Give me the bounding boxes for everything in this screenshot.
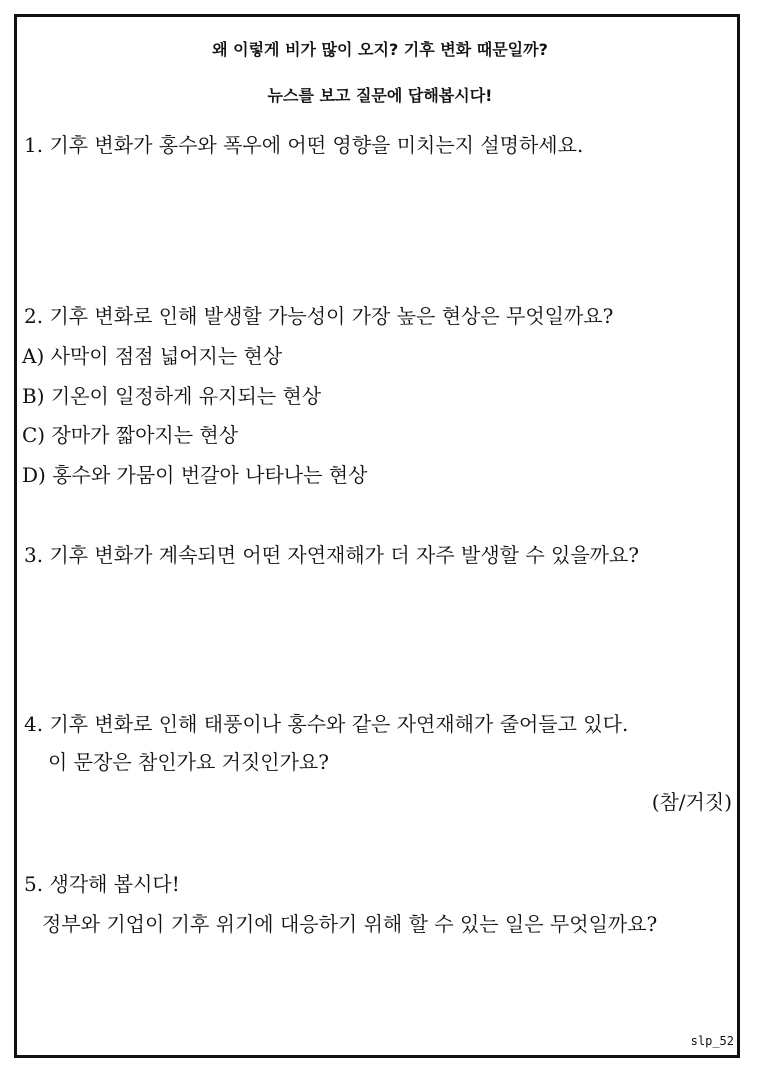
- question-5-line-1: 5. 생각해 봅시다!: [24, 872, 180, 896]
- worksheet-title-line-2: 뉴스를 보고 질문에 답해봅시다!: [267, 86, 493, 105]
- question-2-option-b: B) 기온이 일정하게 유지되는 현상: [22, 384, 322, 408]
- question-2-prompt: 2. 기후 변화로 인해 발생할 가능성이 가장 높은 현상은 무엇일까요?: [24, 304, 614, 328]
- worksheet-title-line-1: 왜 이렇게 비가 많이 오지? 기후 변화 때문일까?: [212, 40, 548, 59]
- worksheet-code: slp_52: [690, 1034, 734, 1048]
- question-4-answer-hint: (참/거짓): [651, 790, 732, 814]
- question-2-option-d: D) 홍수와 가뭄이 번갈아 나타나는 현상: [22, 463, 368, 487]
- question-2-option-a: A) 사막이 점점 넓어지는 현상: [22, 344, 283, 368]
- question-1: 1. 기후 변화가 홍수와 폭우에 어떤 영향을 미치는지 설명하세요.: [24, 133, 584, 157]
- question-4-line-2: 이 문장은 참인가요 거짓인가요?: [48, 750, 329, 774]
- question-5-line-2: 정부와 기업이 기후 위기에 대응하기 위해 할 수 있는 일은 무엇일까요?: [42, 912, 658, 936]
- question-2-option-c: C) 장마가 짧아지는 현상: [22, 423, 239, 447]
- question-3: 3. 기후 변화가 계속되면 어떤 자연재해가 더 자주 발생할 수 있을까요?: [24, 543, 640, 567]
- page-border: [14, 14, 740, 1058]
- question-4-line-1: 4. 기후 변화로 인해 태풍이나 홍수와 같은 자연재해가 줄어들고 있다.: [24, 712, 629, 736]
